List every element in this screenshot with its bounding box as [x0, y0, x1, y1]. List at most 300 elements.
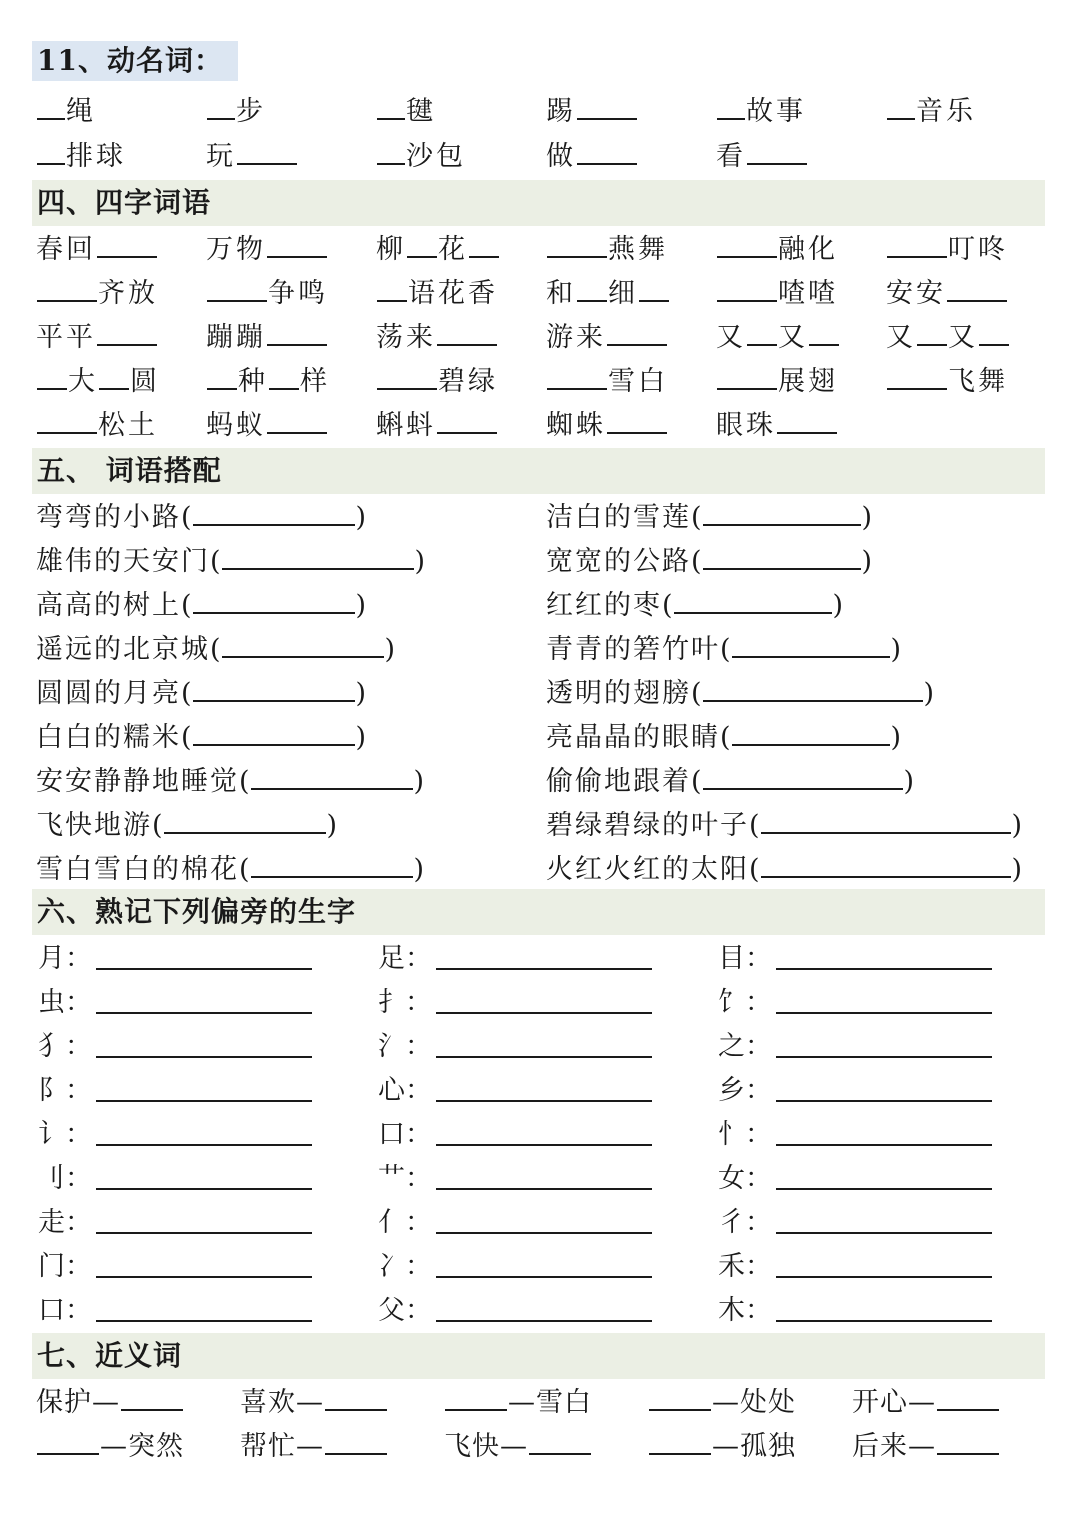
- item-text: 细: [608, 278, 638, 309]
- idiom-item: [206, 228, 328, 270]
- answer-blank[interactable]: [607, 316, 667, 346]
- idiom-item: [546, 404, 668, 446]
- answer-blank[interactable]: [251, 848, 413, 878]
- answer-blank[interactable]: [761, 804, 1011, 834]
- answer-blank[interactable]: [193, 716, 355, 746]
- radical-item: [38, 1027, 92, 1067]
- phrase-text: 雪白雪白的棉花: [36, 854, 239, 885]
- answer-line[interactable]: [96, 1056, 312, 1058]
- answer-blank[interactable]: [761, 848, 1011, 878]
- open-paren: (: [181, 590, 192, 621]
- idiom-item: [206, 272, 328, 314]
- phrase-text: 红红的枣: [546, 590, 662, 621]
- answer-line[interactable]: [96, 1012, 312, 1014]
- phrase-text: 雄伟的天安门: [36, 546, 210, 577]
- answer-blank[interactable]: [887, 90, 915, 120]
- radical-item: [38, 939, 92, 979]
- answer-blank[interactable]: [193, 496, 355, 526]
- open-paren: (: [239, 766, 250, 797]
- answer-line[interactable]: [96, 1144, 312, 1146]
- close-paren: ): [355, 722, 367, 753]
- answer-line[interactable]: [436, 1232, 652, 1234]
- item-text: 排球: [66, 141, 126, 172]
- phrase-text: 安安静静地睡觉: [36, 766, 239, 797]
- idiom-item: [716, 316, 840, 358]
- phrase-item: [546, 628, 901, 670]
- answer-blank[interactable]: [377, 272, 407, 302]
- phrase-text: 碧绿碧绿的叶子: [546, 810, 749, 841]
- open-paren: (: [239, 854, 250, 885]
- radical-label: 艹：: [378, 1163, 432, 1194]
- item-text: 喳喳: [778, 278, 838, 309]
- answer-line[interactable]: [96, 1100, 312, 1102]
- answer-blank[interactable]: [325, 1381, 387, 1411]
- answer-blank[interactable]: [97, 316, 157, 346]
- section-6-title: 六、熟记下列偏旁的生字: [32, 889, 1045, 935]
- answer-blank[interactable]: [37, 1425, 99, 1455]
- phrase-item: [36, 716, 366, 758]
- answer-blank[interactable]: [979, 316, 1009, 346]
- close-paren: ): [355, 590, 367, 621]
- phrase-text: 飞快地游: [36, 810, 152, 841]
- item-text: 玩: [206, 141, 236, 172]
- radical-label: 冫：: [378, 1251, 432, 1282]
- answer-blank[interactable]: [937, 1381, 999, 1411]
- radical-item: [718, 1247, 772, 1287]
- answer-line[interactable]: [436, 1320, 652, 1322]
- phrase-item: [546, 716, 901, 758]
- answer-blank[interactable]: [703, 672, 923, 702]
- radical-label: 门：: [38, 1251, 92, 1282]
- idiom-item: [546, 316, 668, 358]
- idiom-item: [36, 404, 158, 446]
- radical-label: 心：: [378, 1075, 432, 1106]
- answer-blank[interactable]: [207, 272, 267, 302]
- item-text: 雪白: [608, 366, 668, 397]
- answer-blank[interactable]: [577, 135, 637, 165]
- answer-blank[interactable]: [674, 584, 832, 614]
- item-text: 喜欢—: [240, 1387, 324, 1418]
- answer-line[interactable]: [776, 1012, 992, 1014]
- item-text: 碧绿: [438, 366, 498, 397]
- item-text: 步: [236, 96, 266, 127]
- item-text: 开心—: [852, 1387, 936, 1418]
- idiom-item: [716, 272, 838, 314]
- idiom-item: [36, 272, 158, 314]
- answer-blank[interactable]: [529, 1425, 591, 1455]
- radical-label: 讠：: [38, 1119, 92, 1150]
- answer-blank[interactable]: [547, 360, 607, 390]
- synonym-item: [444, 1425, 592, 1467]
- item-text: 柳: [376, 234, 406, 265]
- item-text: 做: [546, 141, 576, 172]
- radical-item: [378, 1203, 432, 1243]
- answer-blank[interactable]: [37, 135, 65, 165]
- answer-blank[interactable]: [377, 360, 437, 390]
- answer-line[interactable]: [96, 968, 312, 970]
- phrase-item: [36, 804, 337, 846]
- phrase-text: 遥远的北京城: [36, 634, 210, 665]
- radical-label: 忄：: [718, 1119, 772, 1150]
- answer-line[interactable]: [436, 1188, 652, 1190]
- close-paren: ): [832, 590, 844, 621]
- phrase-text: 白白的糯米: [36, 722, 181, 753]
- radical-item: [718, 1291, 772, 1331]
- item-text: 眼珠: [716, 410, 776, 441]
- item-text: 蜘蛛: [546, 410, 606, 441]
- synonym-item: [648, 1425, 796, 1467]
- item-text: 又: [716, 322, 746, 353]
- open-paren: (: [181, 722, 192, 753]
- item-text: 毽: [406, 96, 436, 127]
- idiom-item: [206, 404, 328, 446]
- answer-blank[interactable]: [99, 360, 129, 390]
- answer-line[interactable]: [436, 1012, 652, 1014]
- open-paren: (: [720, 634, 731, 665]
- item-text: 飞快—: [444, 1431, 528, 1462]
- phrase-item: [546, 584, 843, 626]
- synonym-item: [852, 1381, 1000, 1423]
- answer-blank[interactable]: [703, 540, 861, 570]
- close-paren: ): [861, 502, 873, 533]
- synonym-item: [852, 1425, 1000, 1467]
- close-paren: ): [903, 766, 915, 797]
- phrase-item: [36, 848, 424, 890]
- radical-item: [378, 1291, 432, 1331]
- item-text: 叮咚: [948, 234, 1008, 265]
- synonym-item: [444, 1381, 592, 1423]
- idiom-item: [546, 228, 668, 270]
- idiom-item: [376, 316, 498, 358]
- radical-label: 走：: [38, 1207, 92, 1238]
- answer-blank[interactable]: [325, 1425, 387, 1455]
- answer-blank[interactable]: [717, 90, 745, 120]
- close-paren: ): [890, 722, 902, 753]
- answer-blank[interactable]: [703, 760, 903, 790]
- radical-label: 虫：: [38, 987, 92, 1018]
- word-item: [36, 90, 96, 132]
- radical-item: [718, 1159, 772, 1199]
- idiom-item: [376, 272, 498, 314]
- radical-label: 扌：: [378, 987, 432, 1018]
- answer-line[interactable]: [436, 1100, 652, 1102]
- answer-blank[interactable]: [649, 1425, 711, 1455]
- radical-item: [718, 1203, 772, 1243]
- synonym-item: [240, 1425, 388, 1467]
- phrase-text: 高高的树上: [36, 590, 181, 621]
- phrase-item: [36, 672, 366, 714]
- radical-label: 亻：: [378, 1207, 432, 1238]
- item-text: 大: [68, 366, 98, 397]
- answer-blank[interactable]: [445, 1381, 507, 1411]
- answer-blank[interactable]: [747, 135, 807, 165]
- item-text: 看: [716, 141, 746, 172]
- item-text: 齐放: [98, 278, 158, 309]
- phrase-text: 宽宽的公路: [546, 546, 691, 577]
- answer-line[interactable]: [776, 1144, 992, 1146]
- item-text: 平平: [36, 322, 96, 353]
- item-text: 沙包: [406, 141, 466, 172]
- answer-blank[interactable]: [937, 1425, 999, 1455]
- idiom-item: [36, 316, 158, 358]
- answer-blank[interactable]: [207, 90, 235, 120]
- synonym-item: [36, 1381, 184, 1423]
- answer-blank[interactable]: [267, 228, 327, 258]
- phrase-item: [546, 760, 914, 802]
- item-text: 帮忙—: [240, 1431, 324, 1462]
- answer-blank[interactable]: [577, 272, 607, 302]
- answer-blank[interactable]: [607, 404, 667, 434]
- radical-item: [38, 1159, 92, 1199]
- item-text: 春回: [36, 234, 96, 265]
- radical-label: 阝：: [38, 1075, 92, 1106]
- answer-blank[interactable]: [917, 316, 947, 346]
- answer-line[interactable]: [96, 1188, 312, 1190]
- radical-item: [378, 1247, 432, 1287]
- radical-label: 父：: [378, 1295, 432, 1326]
- radical-item: [378, 1115, 432, 1155]
- answer-blank[interactable]: [251, 760, 413, 790]
- phrase-text: 透明的翅膀: [546, 678, 691, 709]
- radical-item: [38, 983, 92, 1023]
- phrase-item: [36, 584, 366, 626]
- item-text: 燕舞: [608, 234, 668, 265]
- item-text: 种: [238, 366, 268, 397]
- open-paren: (: [691, 502, 702, 533]
- radical-label: 乡：: [718, 1075, 772, 1106]
- word-item: [376, 90, 436, 132]
- answer-blank[interactable]: [267, 316, 327, 346]
- word-item: [546, 90, 638, 132]
- answer-blank[interactable]: [649, 1381, 711, 1411]
- answer-blank[interactable]: [222, 540, 414, 570]
- item-text: —孤独: [712, 1431, 796, 1462]
- open-paren: (: [181, 678, 192, 709]
- close-paren: ): [355, 502, 367, 533]
- radical-item: [718, 983, 772, 1023]
- answer-line[interactable]: [776, 1188, 992, 1190]
- item-text: 又: [948, 322, 978, 353]
- answer-line[interactable]: [436, 1056, 652, 1058]
- answer-blank[interactable]: [37, 272, 97, 302]
- answer-blank[interactable]: [469, 228, 499, 258]
- answer-blank[interactable]: [809, 316, 839, 346]
- radical-item: [378, 939, 432, 979]
- answer-line[interactable]: [96, 1320, 312, 1322]
- open-paren: (: [210, 546, 221, 577]
- close-paren: ): [890, 634, 902, 665]
- item-text: 花: [438, 234, 468, 265]
- answer-line[interactable]: [776, 1320, 992, 1322]
- answer-blank[interactable]: [887, 360, 947, 390]
- phrase-item: [36, 760, 424, 802]
- item-text: —雪白: [508, 1387, 592, 1418]
- close-paren: ): [326, 810, 338, 841]
- radical-label: 禾：: [718, 1251, 772, 1282]
- answer-blank[interactable]: [164, 804, 326, 834]
- radical-label: 饣：: [718, 987, 772, 1018]
- item-text: 松土: [98, 410, 158, 441]
- answer-blank[interactable]: [37, 90, 65, 120]
- item-text: 又: [778, 322, 808, 353]
- radical-item: [378, 983, 432, 1023]
- radical-item: [38, 1247, 92, 1287]
- open-paren: (: [691, 546, 702, 577]
- answer-blank[interactable]: [121, 1381, 183, 1411]
- answer-line[interactable]: [96, 1232, 312, 1234]
- close-paren: ): [861, 546, 873, 577]
- close-paren: ): [413, 766, 425, 797]
- answer-blank[interactable]: [947, 272, 1007, 302]
- phrase-item: [36, 540, 425, 582]
- answer-line[interactable]: [776, 1232, 992, 1234]
- item-text: 又: [886, 322, 916, 353]
- close-paren: ): [923, 678, 935, 709]
- answer-blank[interactable]: [267, 404, 327, 434]
- idiom-item: [376, 228, 500, 270]
- open-paren: (: [662, 590, 673, 621]
- radical-item: [378, 1027, 432, 1067]
- idiom-item: [206, 360, 330, 402]
- answer-blank[interactable]: [717, 360, 777, 390]
- answer-blank[interactable]: [747, 316, 777, 346]
- phrase-text: 火红火红的太阳: [546, 854, 749, 885]
- phrase-item: [546, 496, 872, 538]
- answer-blank[interactable]: [732, 716, 890, 746]
- radical-item: [718, 1115, 772, 1155]
- item-text: 保护—: [36, 1387, 120, 1418]
- answer-blank[interactable]: [237, 135, 297, 165]
- close-paren: ): [384, 634, 396, 665]
- answer-blank[interactable]: [193, 672, 355, 702]
- open-paren: (: [749, 810, 760, 841]
- answer-blank[interactable]: [577, 90, 637, 120]
- radical-item: [378, 1159, 432, 1199]
- item-text: 样: [300, 366, 330, 397]
- answer-blank[interactable]: [407, 228, 437, 258]
- word-item: [886, 90, 976, 132]
- radical-item: [38, 1071, 92, 1111]
- item-text: 绳: [66, 96, 96, 127]
- item-text: —突然: [100, 1431, 184, 1462]
- answer-blank[interactable]: [639, 272, 669, 302]
- idiom-item: [886, 360, 1008, 402]
- answer-line[interactable]: [436, 1144, 652, 1146]
- phrase-item: [546, 804, 1022, 846]
- answer-blank[interactable]: [887, 228, 947, 258]
- open-paren: (: [181, 502, 192, 533]
- radical-label: 足：: [378, 943, 432, 974]
- phrase-item: [546, 848, 1022, 890]
- radical-item: [378, 1071, 432, 1111]
- answer-blank[interactable]: [37, 404, 97, 434]
- close-paren: ): [355, 678, 367, 709]
- synonym-item: [648, 1381, 796, 1423]
- idiom-item: [716, 360, 838, 402]
- open-paren: (: [210, 634, 221, 665]
- phrase-item: [36, 628, 395, 670]
- answer-blank[interactable]: [732, 628, 890, 658]
- radical-label: 女：: [718, 1163, 772, 1194]
- radical-label: 木：: [718, 1295, 772, 1326]
- answer-blank[interactable]: [37, 360, 67, 390]
- word-item: [546, 135, 638, 177]
- section-5-title: 五、 词语搭配: [32, 448, 1045, 494]
- close-paren: ): [414, 546, 426, 577]
- radical-item: [718, 1071, 772, 1111]
- radical-label: 彳：: [718, 1207, 772, 1238]
- answer-line[interactable]: [96, 1276, 312, 1278]
- answer-blank[interactable]: [437, 316, 497, 346]
- answer-blank[interactable]: [222, 628, 384, 658]
- answer-blank[interactable]: [703, 496, 861, 526]
- close-paren: ): [413, 854, 425, 885]
- radical-label: 氵：: [378, 1031, 432, 1062]
- answer-blank[interactable]: [717, 272, 777, 302]
- answer-line[interactable]: [776, 1276, 992, 1278]
- phrase-item: [546, 540, 872, 582]
- answer-blank[interactable]: [377, 90, 405, 120]
- item-text: 飞舞: [948, 366, 1008, 397]
- answer-blank[interactable]: [97, 228, 157, 258]
- answer-line[interactable]: [776, 1056, 992, 1058]
- answer-line[interactable]: [776, 1100, 992, 1102]
- idiom-item: [36, 228, 158, 270]
- phrase-item: [36, 496, 366, 538]
- answer-blank[interactable]: [377, 135, 405, 165]
- radical-label: 月：: [38, 943, 92, 974]
- open-paren: (: [152, 810, 163, 841]
- synonym-item: [240, 1381, 388, 1423]
- answer-blank[interactable]: [437, 404, 497, 434]
- idiom-item: [546, 360, 668, 402]
- idiom-item: [716, 228, 838, 270]
- open-paren: (: [691, 766, 702, 797]
- word-item: [36, 135, 126, 177]
- item-text: 和: [546, 278, 576, 309]
- section-7-title: 七、近义词: [32, 1333, 1045, 1379]
- answer-line[interactable]: [436, 968, 652, 970]
- item-text: 争鸣: [268, 278, 328, 309]
- answer-blank[interactable]: [777, 404, 837, 434]
- radical-item: [38, 1203, 92, 1243]
- answer-blank[interactable]: [547, 228, 607, 258]
- item-text: —处处: [712, 1387, 796, 1418]
- answer-blank[interactable]: [207, 360, 237, 390]
- open-paren: (: [720, 722, 731, 753]
- section-11-title: 11、动名词：: [32, 41, 238, 81]
- item-text: 蝌蚪: [376, 410, 436, 441]
- answer-line[interactable]: [436, 1276, 652, 1278]
- phrase-text: 洁白的雪莲: [546, 502, 691, 533]
- idiom-item: [886, 272, 1008, 314]
- phrase-text: 偷偷地跟着: [546, 766, 691, 797]
- synonym-item: [36, 1425, 184, 1467]
- phrase-text: 亮晶晶的眼睛: [546, 722, 720, 753]
- answer-line[interactable]: [776, 968, 992, 970]
- item-text: 踢: [546, 96, 576, 127]
- answer-blank[interactable]: [269, 360, 299, 390]
- item-text: 荡来: [376, 322, 436, 353]
- word-item: [206, 135, 298, 177]
- open-paren: (: [749, 854, 760, 885]
- phrase-text: 青青的箬竹叶: [546, 634, 720, 665]
- phrase-text: 弯弯的小路: [36, 502, 181, 533]
- word-item: [716, 90, 806, 132]
- answer-blank[interactable]: [717, 228, 777, 258]
- answer-blank[interactable]: [193, 584, 355, 614]
- idiom-item: [886, 228, 1008, 270]
